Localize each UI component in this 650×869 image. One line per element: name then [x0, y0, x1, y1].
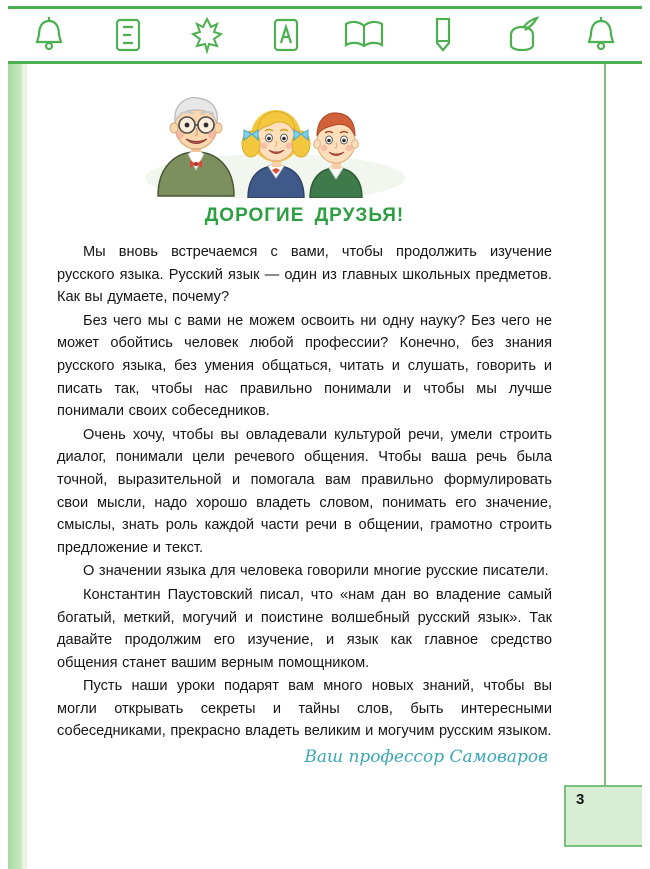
maple-leaf-icon: [180, 12, 234, 58]
paragraph-2: Без чего мы с вами не можем освоить ни одну науку? Без чего не может обойтись человек любой профессии? Конечно, без знания русского языка, без умения общаться, читать и слушать, говорить и писать так, чтобы нас правильно понимали и чтобы мы лучше понимали своих собеседников.: [57, 312, 552, 420]
open-book-icon: [337, 12, 391, 58]
paragraph-5: Константин Паустовский писал, что «нам дан во владение самый богатый, меткий, могучий и поистине волшебный русский язык». Так давайте продолжим его изучение, и язык как главное средство общения станет вашим верным помощником.: [57, 586, 552, 671]
professor-samovarov: [158, 98, 234, 196]
paragraph-3: Очень хочу, чтобы вы овладевали культурой речи, умели строить диалог, понимали цели речевого общения. Чтобы ваша речь была точной, выразительной и помогала вам правильно формулировать свои мысли, надо хорошо владеть словом, понимать его значение, смыслы, знать роль каждой части речи в общении, грамотно строить предложение и текст.: [57, 426, 552, 556]
bell-icon: [574, 12, 628, 58]
left-green-bar: [8, 64, 22, 869]
letter-a-icon: [259, 12, 313, 58]
inkwell-pen-icon: [495, 12, 549, 58]
bell-icon: [22, 12, 76, 58]
teacher-and-two-children-illustration: [140, 78, 410, 198]
page-number-block: [564, 785, 642, 847]
paragraph-4: О значении языка для человека говорили многие русские писатели.: [83, 563, 549, 580]
document-body: [57, 205, 552, 767]
paragraph-6: Пусть наши уроки подарят вам много новых знаний, чтобы вы могли открывать секреты и тайны слов, быть интересными собеседниками, прекрасно владеть великим и могучим русским языком.: [57, 678, 552, 740]
page-title: ДОРОГИЕ ДРУЗЬЯ!: [204, 205, 405, 226]
page-number: 3: [576, 791, 585, 808]
pencil-icon: [416, 12, 470, 58]
left-green-bar-inner: [22, 64, 27, 869]
letter-e-icon: [101, 12, 155, 58]
paragraph-1: Мы вновь встречаемся с вами, чтобы продолжить изучение русского языка. Русский язык — один из главных школьных предметов. Как вы думаете, почему?: [57, 244, 552, 306]
right-vertical-rule: [604, 64, 606, 806]
decorative-header-band: [8, 6, 642, 64]
signature: Ваш профессор Самоваров: [304, 747, 548, 768]
header-icon-row: [8, 9, 642, 61]
girl-student: [242, 110, 310, 198]
